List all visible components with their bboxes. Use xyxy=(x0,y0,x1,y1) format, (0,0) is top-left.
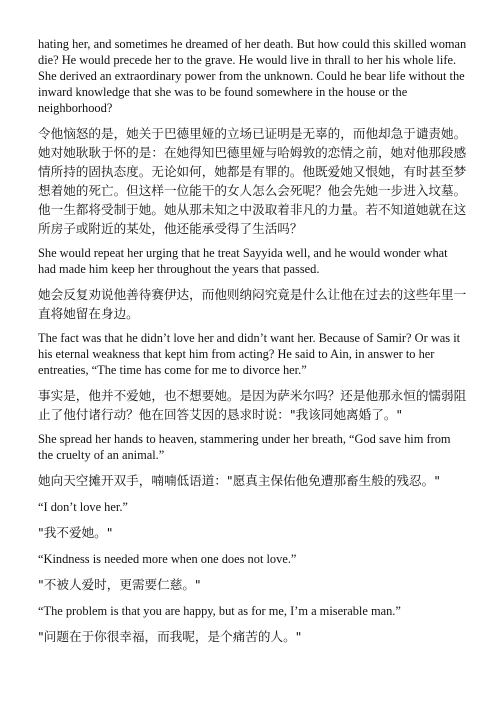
english-paragraph: She would repeat her urging that he treat Sayyida well, and he would wonder what had made him keep her throughout the years that passed. xyxy=(38,246,448,276)
chinese-paragraph: "我不爱她。" xyxy=(38,525,113,540)
document-page xyxy=(38,36,468,655)
chinese-paragraph: "不被人爱时，更需要仁慈。" xyxy=(38,577,201,592)
chinese-paragraph: 令他恼怒的是，她关于巴德里娅的立场已证明是无辜的，而他却急于谴责她。她对她耿耿于怀的是：在她得知巴德里娅与哈姆敦的恋情之前，她对他那段感情所持的固执态度。无论如何，她都是有罪的。他既爱她又恨她，有时甚至梦想着她的死亡。但这样一位能干的女人怎么会死呢？他会先她一步进入坟墓。他一生都将受制于她。她从那未知之中汲取着非凡的力量。若不知道她就在这所房子或附近的某处，他还能承受得了生活吗？ xyxy=(38,126,467,236)
chinese-paragraph: "问题在于你很幸福，而我呢，是个痛苦的人。" xyxy=(38,629,302,644)
english-paragraph: The fact was that he didn’t love her and didn’t want her. Because of Samir? Or was it his eternal weakness that kept him from acting? He said to Ain, in answer to her entreaties, “The time has come for me to divorce her.” xyxy=(38,331,461,377)
chinese-paragraph: 她会反复劝说他善待赛伊达，而他则纳闷究竟是什么让他在过去的这些年里一直将她留在身边。 xyxy=(38,287,467,321)
english-paragraph: hating her, and sometimes he dreamed of her death. But how could this skilled woman die? He would precede her to the grave. He would live in thrall to her his whole life. She derived an extraordinary power from the unknown. Could he bear life without the inward knowledge that she was to be found somewhere in the house or the neighborhood? xyxy=(38,37,467,115)
chinese-paragraph: 她向天空摊开双手，喃喃低语道："愿真主保佑他免遭那畜生般的残忍。" xyxy=(38,473,440,488)
english-paragraph: “The problem is that you are happy, but as for me, I’m a miserable man.” xyxy=(38,604,401,618)
english-paragraph: “Kindness is needed more when one does not love.” xyxy=(38,552,297,566)
english-paragraph: She spread her hands to heaven, stammering under her breath, “God save him from the cruelty of an animal.” xyxy=(38,432,451,462)
english-paragraph: “I don’t love her.” xyxy=(38,500,128,514)
chinese-paragraph: 事实是，他并不爱她，也不想要她。是因为萨米尔吗？还是他那永恒的懦弱阻止了他付诸行动？他在回答艾因的恳求时说："我该同她离婚了。" xyxy=(38,388,467,422)
